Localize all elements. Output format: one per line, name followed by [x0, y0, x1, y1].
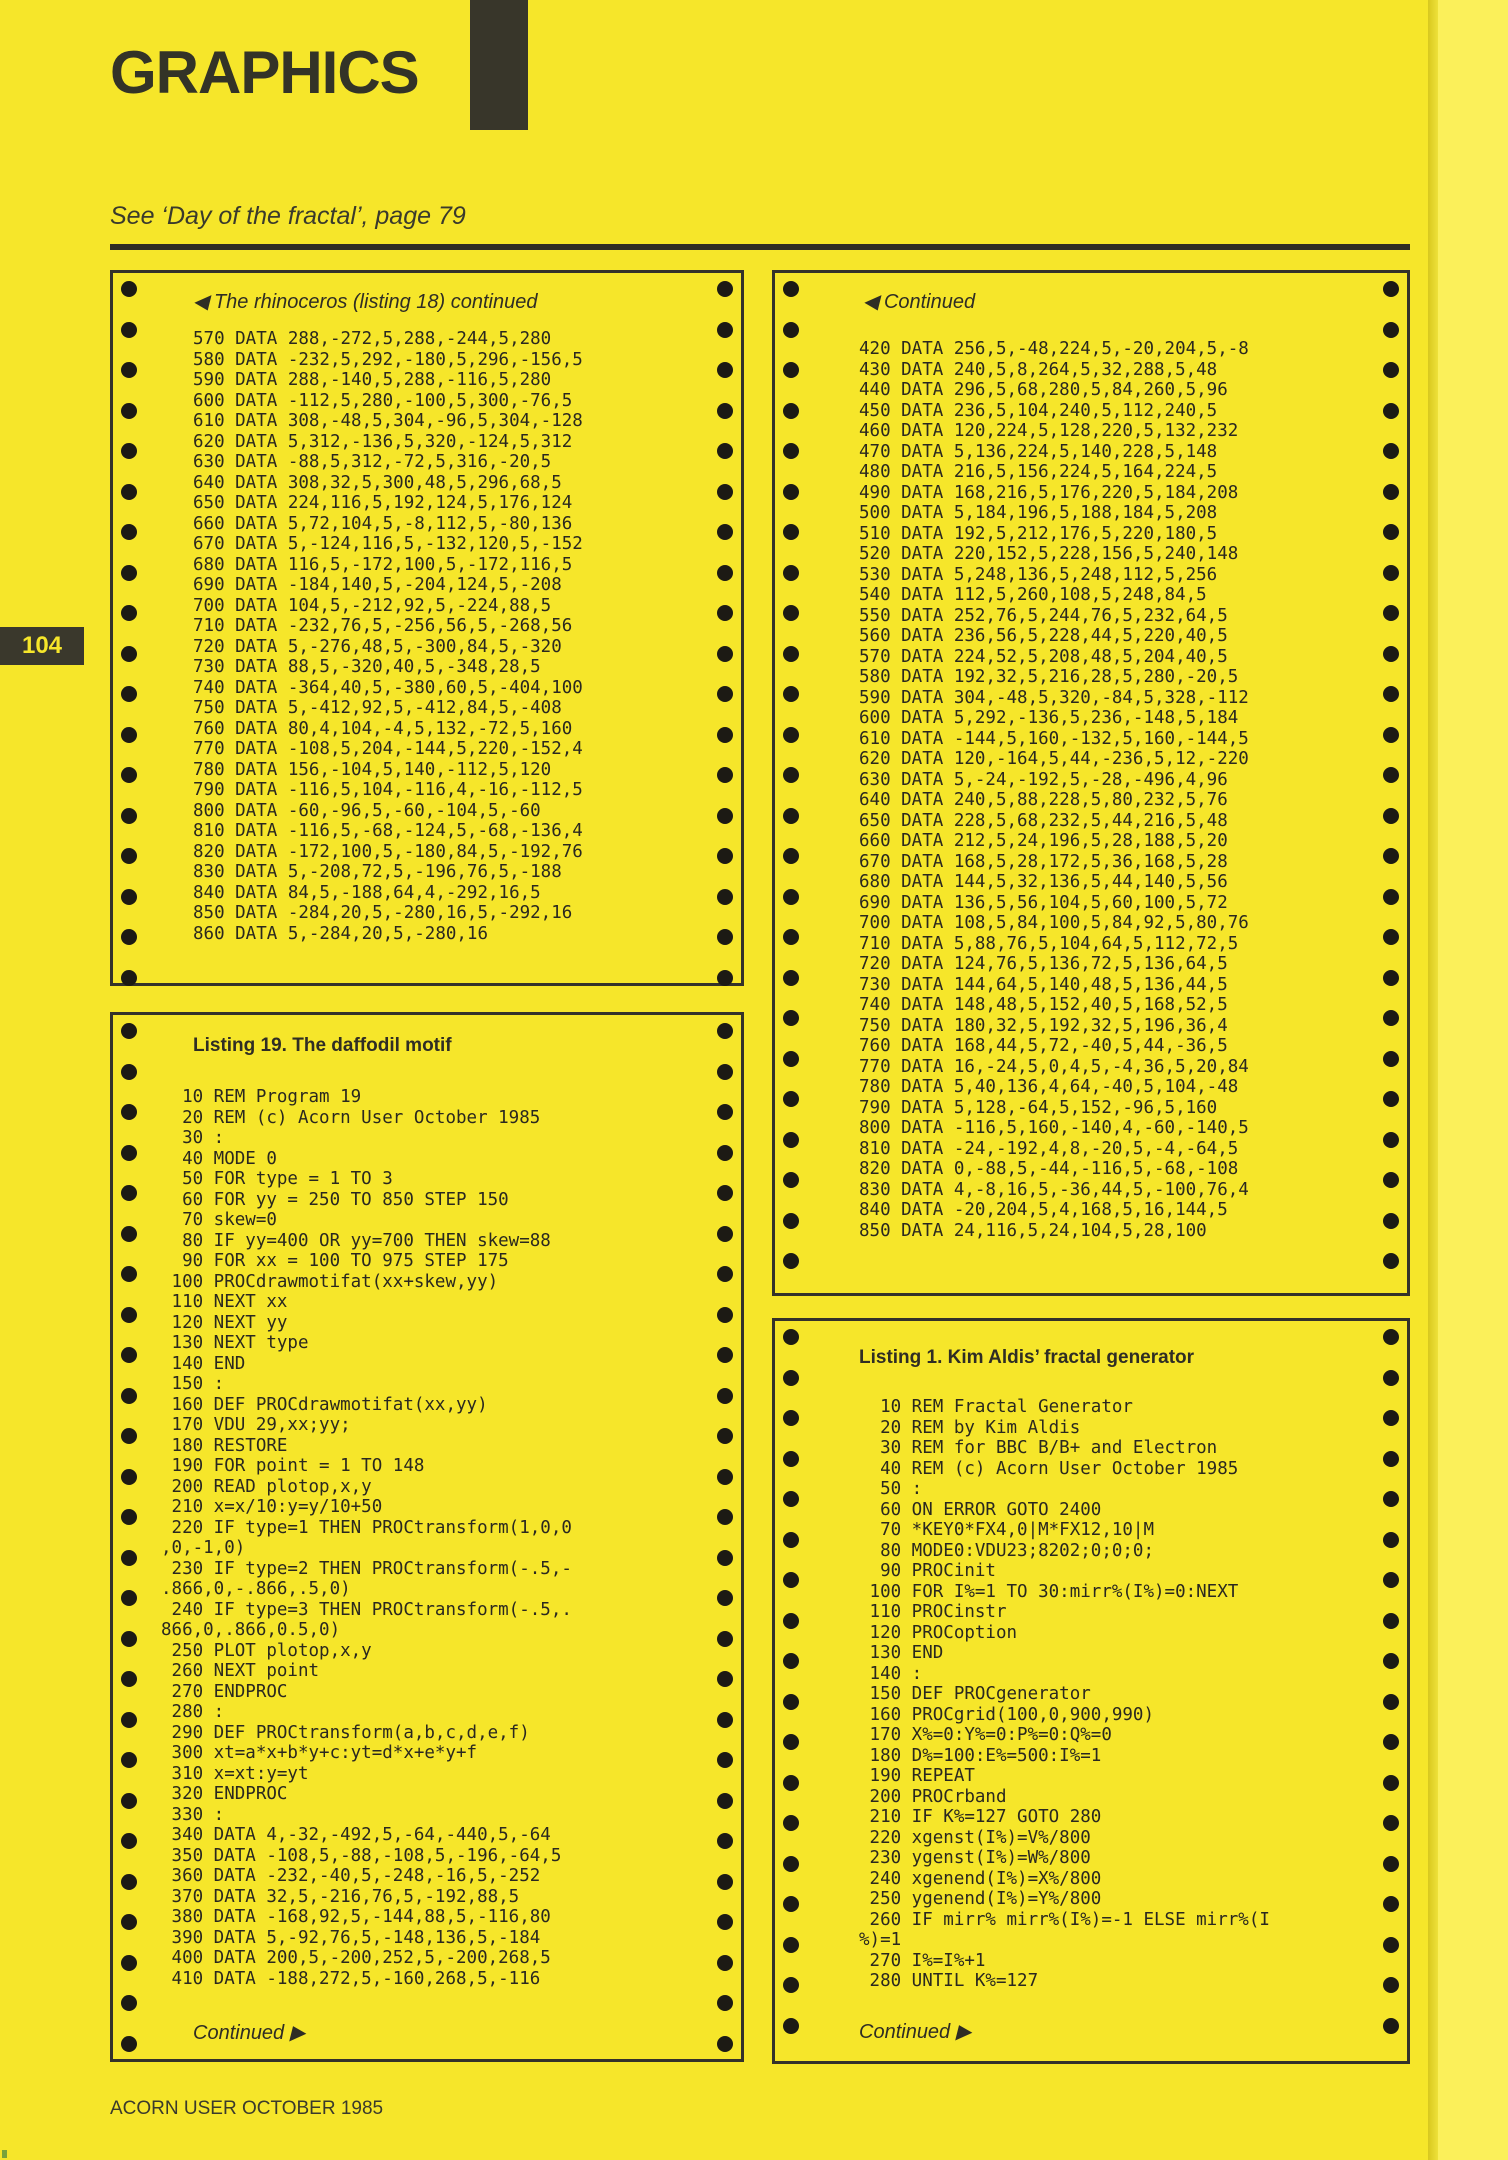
sprocket-hole	[1383, 848, 1399, 864]
sprocket-hole	[121, 1064, 137, 1080]
sprocket-hole	[783, 281, 799, 297]
sprocket-hole	[717, 970, 733, 986]
sprocket-hole	[1383, 727, 1399, 743]
sprocket-hole	[121, 767, 137, 783]
sprocket-hole	[1383, 970, 1399, 986]
sprocket-hole	[783, 1132, 799, 1148]
page-number-tab: 104	[0, 627, 84, 665]
sprocket-holes-right	[717, 273, 733, 983]
sprocket-hole	[121, 1104, 137, 1120]
sprocket-hole	[121, 1752, 137, 1768]
continued-listing-panel	[772, 270, 1410, 1296]
sprocket-hole	[783, 524, 799, 540]
sprocket-hole	[121, 970, 137, 986]
sprocket-hole	[121, 1793, 137, 1809]
sprocket-hole	[1383, 1734, 1399, 1750]
sprocket-holes-left	[783, 1321, 799, 2061]
sprocket-hole	[1383, 1815, 1399, 1831]
sprocket-hole	[1383, 1896, 1399, 1912]
sprocket-hole	[783, 929, 799, 945]
sprocket-hole	[1383, 362, 1399, 378]
sprocket-hole	[783, 1977, 799, 1993]
sprocket-hole	[1383, 1532, 1399, 1548]
sprocket-hole	[783, 1694, 799, 1710]
sprocket-hole	[717, 1023, 733, 1039]
sprocket-hole	[121, 1347, 137, 1363]
sprocket-hole	[1383, 1410, 1399, 1426]
sprocket-hole	[1383, 1370, 1399, 1386]
sprocket-hole	[717, 1712, 733, 1728]
sprocket-hole	[1383, 1937, 1399, 1953]
sprocket-holes-left	[121, 1015, 137, 2059]
sprocket-hole	[783, 605, 799, 621]
sprocket-hole	[717, 322, 733, 338]
sprocket-hole	[1383, 403, 1399, 419]
sprocket-hole	[121, 1023, 137, 1039]
sprocket-hole	[717, 1266, 733, 1282]
sprocket-holes-left	[121, 273, 137, 983]
sprocket-hole	[121, 1145, 137, 1161]
sprocket-hole	[121, 1428, 137, 1444]
sprocket-hole	[783, 1775, 799, 1791]
sprocket-holes-right	[1383, 1321, 1399, 2061]
sprocket-hole	[121, 1185, 137, 1201]
sprocket-hole	[121, 1995, 137, 2011]
sprocket-hole	[783, 727, 799, 743]
sprocket-hole	[717, 1914, 733, 1930]
sprocket-hole	[121, 605, 137, 621]
sprocket-hole	[121, 524, 137, 540]
sprocket-hole	[1383, 767, 1399, 783]
rhinoceros-listing-panel	[110, 270, 744, 986]
sprocket-hole	[717, 646, 733, 662]
sprocket-hole	[1383, 808, 1399, 824]
code-listing: 420 DATA 256,5,-48,224,5,-20,204,5,-8 430 DATA 240,5,8,264,5,32,288,5,48 440 DATA 296,5,68,280,5,84,260,5,96 450 DATA 236,5,104,240,5,112,240,5 460 DATA 120,224,5,128,220,5,132,232 470 DATA 5,136,224,5,140,228,5,148 480 DATA 216,5,156,224,5,164,224,5 490 DATA 168,216,5,176,220,5,184,208 500 DATA 5,184,196,5,188,184,5,208 510 DATA 192,5,212,176,5,220,180,5 520 DATA 220,152,5,228,156,5,240,148 530 DATA 5,248,136,5,248,112,5,256 540 DATA 112,5,260,108,5,248,84,5 550 DATA 252,76,5,244,76,5,232,64,5 560 DATA 236,56,5,228,44,5,220,40,5 570 DATA 224,52,5,208,48,5,204,40,5 580 DATA 192,32,5,216,28,5,280,-20,5 590 DATA 304,-48,5,320,-84,5,328,-112 600 DATA 5,292,-136,5,236,-148,5,184 610 DATA -144,5,160,-132,5,160,-144,5 620 DATA 120,-164,5,44,-236,5,12,-220 630 DATA 5,-24,-192,5,-28,-496,4,96 640 DATA 240,5,88,228,5,80,232,5,76 650 DATA 228,5,68,232,5,44,216,5,48 660 DATA 212,5,24,196,5,28,188,5,20 670 DATA 168,5,28,172,5,36,168,5,28 680 DATA 144,5,32,136,5,44,140,5,56 690 DATA 136,5,56,104,5,60,100,5,72 700 DATA 108,5,84,100,5,84,92,5,80,76 710 DATA 5,88,76,5,104,64,5,112,72,5 720 DATA 124,76,5,136,72,5,136,64,5 730 DATA 144,64,5,140,48,5,136,44,5 740 DATA 148,48,5,152,40,5,168,52,5 750 DATA 180,32,5,192,32,5,196,36,4 760 DATA 168,44,5,72,-40,5,44,-36,5 770 DATA 16,-24,5,0,4,5,-4,36,5,20,84 780 DATA 5,40,136,4,64,-40,5,104,-48 790 DATA 5,128,-64,5,152,-96,5,160 800 DATA -116,5,160,-140,4,-60,-140,5 810 DATA -24,-192,4,8,-20,5,-4,-64,5 820 DATA 0,-88,5,-44,-116,5,-68,-108 830 DATA 4,-8,16,5,-36,44,5,-100,76,4 840 DATA -20,204,5,4,168,5,16,144,5 850 DATA 24,116,5,24,104,5,28,100	[859, 339, 1249, 1241]
sprocket-hole	[121, 1509, 137, 1525]
sprocket-hole	[717, 848, 733, 864]
sprocket-hole	[1383, 322, 1399, 338]
sprocket-hole	[783, 1172, 799, 1188]
sprocket-hole	[783, 1091, 799, 1107]
sprocket-hole	[121, 808, 137, 824]
sprocket-hole	[717, 889, 733, 905]
sprocket-hole	[1383, 1653, 1399, 1669]
sprocket-hole	[1383, 1613, 1399, 1629]
sprocket-hole	[121, 1833, 137, 1849]
sprocket-hole	[1383, 889, 1399, 905]
sprocket-hole	[717, 1145, 733, 1161]
sprocket-hole	[783, 1532, 799, 1548]
sprocket-hole	[783, 2018, 799, 2034]
sprocket-hole	[121, 403, 137, 419]
sprocket-hole	[1383, 605, 1399, 621]
sprocket-hole	[783, 1896, 799, 1912]
sprocket-hole	[1383, 1213, 1399, 1229]
sprocket-hole	[783, 1613, 799, 1629]
sprocket-hole	[1383, 686, 1399, 702]
sprocket-hole	[121, 1874, 137, 1890]
sprocket-hole	[783, 403, 799, 419]
code-listing: 10 REM Fractal Generator 20 REM by Kim Aldis 30 REM for BBC B/B+ and Electron 40 REM (c) Acorn User October 1985 50 : 60 ON ERROR GOTO 2400 70 *KEY0*FX4,0|M*FX12,10|M 80 MODE0:VDU23;8202;0;0;0; 90 PROCinit 100 FOR I%=1 TO 30:mirr%(I%)=0:NEXT 110 PROCinstr 120 PROCoption 130 END 140 : 150 DEF PROCgenerator 160 PROCgrid(100,0,900,990) 170 X%=0:Y%=0:P%=0:Q%=0 180 D%=100:E%=500:I%=1 190 REPEAT 200 PROCrband 210 IF K%=127 GOTO 280 220 xgenst(I%)=V%/800 230 ygenst(I%)=W%/800 240 xgenend(I%)=X%/800 250 ygenend(I%)=Y%/800 260 IF mirr% mirr%(I%)=-1 ELSE mirr%(I %)=1 270 I%=I%+1 280 UNTIL K%=127	[859, 1397, 1270, 1991]
sprocket-hole	[783, 646, 799, 662]
sprocket-hole	[717, 1955, 733, 1971]
sprocket-hole	[1383, 1172, 1399, 1188]
sprocket-hole	[717, 1752, 733, 1768]
sprocket-hole	[783, 1491, 799, 1507]
sprocket-hole	[1383, 1010, 1399, 1026]
sprocket-hole	[121, 1307, 137, 1323]
sprocket-hole	[121, 727, 137, 743]
sprocket-hole	[717, 1185, 733, 1201]
sprocket-hole	[783, 1572, 799, 1588]
sprocket-hole	[1383, 565, 1399, 581]
sprocket-hole	[783, 808, 799, 824]
sprocket-hole	[1383, 1856, 1399, 1872]
sprocket-hole	[717, 686, 733, 702]
sprocket-hole	[121, 646, 137, 662]
sprocket-hole	[121, 362, 137, 378]
corner-mark	[2, 2150, 7, 2158]
sprocket-hole	[121, 1550, 137, 1566]
sprocket-hole	[1383, 1694, 1399, 1710]
fractal-listing-panel	[772, 1318, 1410, 2064]
sprocket-hole	[1383, 443, 1399, 459]
sprocket-hole	[717, 808, 733, 824]
sprocket-hole	[121, 1631, 137, 1647]
sprocket-hole	[783, 1329, 799, 1345]
panel-heading: Listing 19. The daffodil motif	[193, 1035, 452, 1056]
sprocket-hole	[783, 1856, 799, 1872]
sprocket-hole	[1383, 1451, 1399, 1467]
sprocket-hole	[121, 281, 137, 297]
code-listing: 10 REM Program 19 20 REM (c) Acorn User October 1985 30 : 40 MODE 0 50 FOR type = 1 TO 3 60 FOR yy = 250 TO 850 STEP 150 70 skew=0 80 IF yy=400 OR yy=700 THEN skew=88 90 FOR xx = 100 TO 975 STEP 175 100 PROCdrawmotifat(xx+skew,yy) 110 NEXT xx 120 NEXT yy 130 NEXT type 140 END 150 : 160 DEF PROCdrawmotifat(xx,yy) 170 VDU 29,xx;yy; 180 RESTORE 190 FOR point = 1 TO 148 200 READ plotop,x,y 210 x=x/10:y=y/10+50 220 IF type=1 THEN PROCtransform(1,0,0 ,0,-1,0) 230 IF type=2 THEN PROCtransform(-.5,- .866,0,-.866,.5,0) 240 IF type=3 THEN PROCtransform(-.5,. 866,0,.866,0.5,0) 250 PLOT plotop,x,y 260 NEXT point 270 ENDPROC 280 : 290 DEF PROCtransform(a,b,c,d,e,f) 300 xt=a*x+b*y+c:yt=d*x+e*y+f 310 x=xt:y=yt 320 ENDPROC 330 : 340 DATA 4,-32,-492,5,-64,-440,5,-64 350 DATA -108,5,-88,-108,5,-196,-64,5 360 DATA -232,-40,5,-248,-16,5,-252 370 DATA 32,5,-216,76,5,-192,88,5 380 DATA -168,92,5,-144,88,5,-116,80 390 DATA 5,-92,76,5,-148,136,5,-184 400 DATA 200,5,-200,252,5,-200,268,5 410 DATA -188,272,5,-160,268,5,-116	[161, 1087, 572, 1989]
section-title: GRAPHICS	[110, 39, 419, 106]
sprocket-hole	[717, 1671, 733, 1687]
sprocket-hole	[1383, 524, 1399, 540]
facing-page-edge	[1438, 0, 1508, 2160]
header-rule	[110, 244, 1410, 250]
sprocket-hole	[783, 889, 799, 905]
continued-label: Continued ▶	[193, 2022, 306, 2044]
sprocket-hole	[1383, 1253, 1399, 1269]
sprocket-hole	[783, 1815, 799, 1831]
sprocket-hole	[717, 1833, 733, 1849]
sprocket-hole	[121, 565, 137, 581]
sprocket-hole	[1383, 1491, 1399, 1507]
sprocket-hole	[717, 1590, 733, 1606]
sprocket-hole	[717, 1874, 733, 1890]
sprocket-hole	[121, 1671, 137, 1687]
sprocket-hole	[717, 1631, 733, 1647]
sprocket-hole	[1383, 2018, 1399, 2034]
sprocket-hole	[121, 1955, 137, 1971]
sprocket-hole	[717, 727, 733, 743]
sprocket-hole	[783, 1370, 799, 1386]
sprocket-hole	[783, 484, 799, 500]
sprocket-hole	[717, 565, 733, 581]
sprocket-hole	[717, 1995, 733, 2011]
sprocket-hole	[783, 1937, 799, 1953]
sprocket-hole	[1383, 1572, 1399, 1588]
header-color-block	[470, 0, 528, 130]
sprocket-hole	[121, 848, 137, 864]
sprocket-hole	[717, 2036, 733, 2052]
sprocket-hole	[121, 322, 137, 338]
sprocket-hole	[717, 1469, 733, 1485]
sprocket-holes-left	[783, 273, 799, 1293]
sprocket-hole	[121, 1266, 137, 1282]
sprocket-hole	[121, 1226, 137, 1242]
panel-heading: ◀ The rhinoceros (listing 18) continued	[193, 291, 538, 313]
sprocket-holes-right	[717, 1015, 733, 2059]
sprocket-hole	[717, 1388, 733, 1404]
sprocket-hole	[121, 1469, 137, 1485]
sprocket-hole	[783, 686, 799, 702]
sprocket-hole	[121, 1388, 137, 1404]
sprocket-hole	[783, 1010, 799, 1026]
sprocket-hole	[1383, 484, 1399, 500]
sprocket-hole	[717, 1428, 733, 1444]
sprocket-hole	[783, 1451, 799, 1467]
sprocket-holes-right	[1383, 273, 1399, 1293]
sprocket-hole	[717, 1307, 733, 1323]
daffodil-listing-panel	[110, 1012, 744, 2062]
sprocket-hole	[121, 443, 137, 459]
sprocket-hole	[717, 767, 733, 783]
sprocket-hole	[121, 1590, 137, 1606]
sprocket-hole	[1383, 1132, 1399, 1148]
sprocket-hole	[783, 1213, 799, 1229]
sprocket-hole	[783, 362, 799, 378]
sprocket-hole	[783, 565, 799, 581]
sprocket-hole	[717, 484, 733, 500]
sprocket-hole	[717, 443, 733, 459]
panel-heading: Listing 1. Kim Aldis’ fractal generator	[859, 1347, 1195, 1368]
sprocket-hole	[1383, 1051, 1399, 1067]
magazine-footer: ACORN USER OCTOBER 1985	[110, 2098, 384, 2119]
sprocket-hole	[1383, 1329, 1399, 1345]
sprocket-hole	[717, 1550, 733, 1566]
sprocket-hole	[717, 1793, 733, 1809]
sprocket-hole	[1383, 1775, 1399, 1791]
sprocket-hole	[121, 2036, 137, 2052]
sprocket-hole	[717, 1104, 733, 1120]
sprocket-hole	[783, 1734, 799, 1750]
sprocket-hole	[783, 443, 799, 459]
code-listing: 570 DATA 288,-272,5,288,-244,5,280 580 DATA -232,5,292,-180,5,296,-156,5 590 DATA 288,-140,5,288,-116,5,280 600 DATA -112,5,280,-100,5,300,-76,5 610 DATA 308,-48,5,304,-96,5,304,-128 620 DATA 5,312,-136,5,320,-124,5,312 630 DATA -88,5,312,-72,5,316,-20,5 640 DATA 308,32,5,300,48,5,296,68,5 650 DATA 224,116,5,192,124,5,176,124 660 DATA 5,72,104,5,-8,112,5,-80,136 670 DATA 5,-124,116,5,-132,120,5,-152 680 DATA 116,5,-172,100,5,-172,116,5 690 DATA -184,140,5,-204,124,5,-208 700 DATA 104,5,-212,92,5,-224,88,5 710 DATA -232,76,5,-256,56,5,-268,56 720 DATA 5,-276,48,5,-300,84,5,-320 730 DATA 88,5,-320,40,5,-348,28,5 740 DATA -364,40,5,-380,60,5,-404,100 750 DATA 5,-412,92,5,-412,84,5,-408 760 DATA 80,4,104,-4,5,132,-72,5,160 770 DATA -108,5,204,-144,5,220,-152,4 780 DATA 156,-104,5,140,-112,5,120 790 DATA -116,5,104,-116,4,-16,-112,5 800 DATA -60,-96,5,-60,-104,5,-60 810 DATA -116,5,-68,-124,5,-68,-136,4 820 DATA -172,100,5,-180,84,5,-192,76 830 DATA 5,-208,72,5,-196,76,5,-188 840 DATA 84,5,-188,64,4,-292,16,5 850 DATA -284,20,5,-280,16,5,-292,16 860 DATA 5,-284,20,5,-280,16	[193, 329, 583, 944]
sprocket-hole	[717, 1064, 733, 1080]
sprocket-hole	[717, 1509, 733, 1525]
sprocket-hole	[783, 1653, 799, 1669]
sprocket-hole	[717, 605, 733, 621]
sprocket-hole	[121, 686, 137, 702]
sprocket-hole	[783, 1253, 799, 1269]
sprocket-hole	[783, 767, 799, 783]
sprocket-hole	[783, 322, 799, 338]
sprocket-hole	[121, 889, 137, 905]
panel-heading: ◀ Continued	[863, 291, 976, 313]
sprocket-hole	[717, 524, 733, 540]
sprocket-hole	[1383, 281, 1399, 297]
sprocket-hole	[717, 1347, 733, 1363]
sprocket-hole	[1383, 1977, 1399, 1993]
cross-reference-subtitle: See ‘Day of the fractal’, page 79	[110, 202, 466, 230]
sprocket-hole	[121, 1914, 137, 1930]
sprocket-hole	[783, 970, 799, 986]
sprocket-hole	[783, 1410, 799, 1426]
sprocket-hole	[121, 484, 137, 500]
sprocket-hole	[717, 403, 733, 419]
sprocket-hole	[783, 1051, 799, 1067]
sprocket-hole	[1383, 929, 1399, 945]
sprocket-hole	[121, 1712, 137, 1728]
continued-label: Continued ▶	[859, 2021, 972, 2043]
sprocket-hole	[1383, 646, 1399, 662]
sprocket-hole	[717, 929, 733, 945]
sprocket-hole	[121, 929, 137, 945]
sprocket-hole	[717, 281, 733, 297]
sprocket-hole	[783, 848, 799, 864]
sprocket-hole	[717, 1226, 733, 1242]
sprocket-hole	[1383, 1091, 1399, 1107]
sprocket-hole	[717, 362, 733, 378]
